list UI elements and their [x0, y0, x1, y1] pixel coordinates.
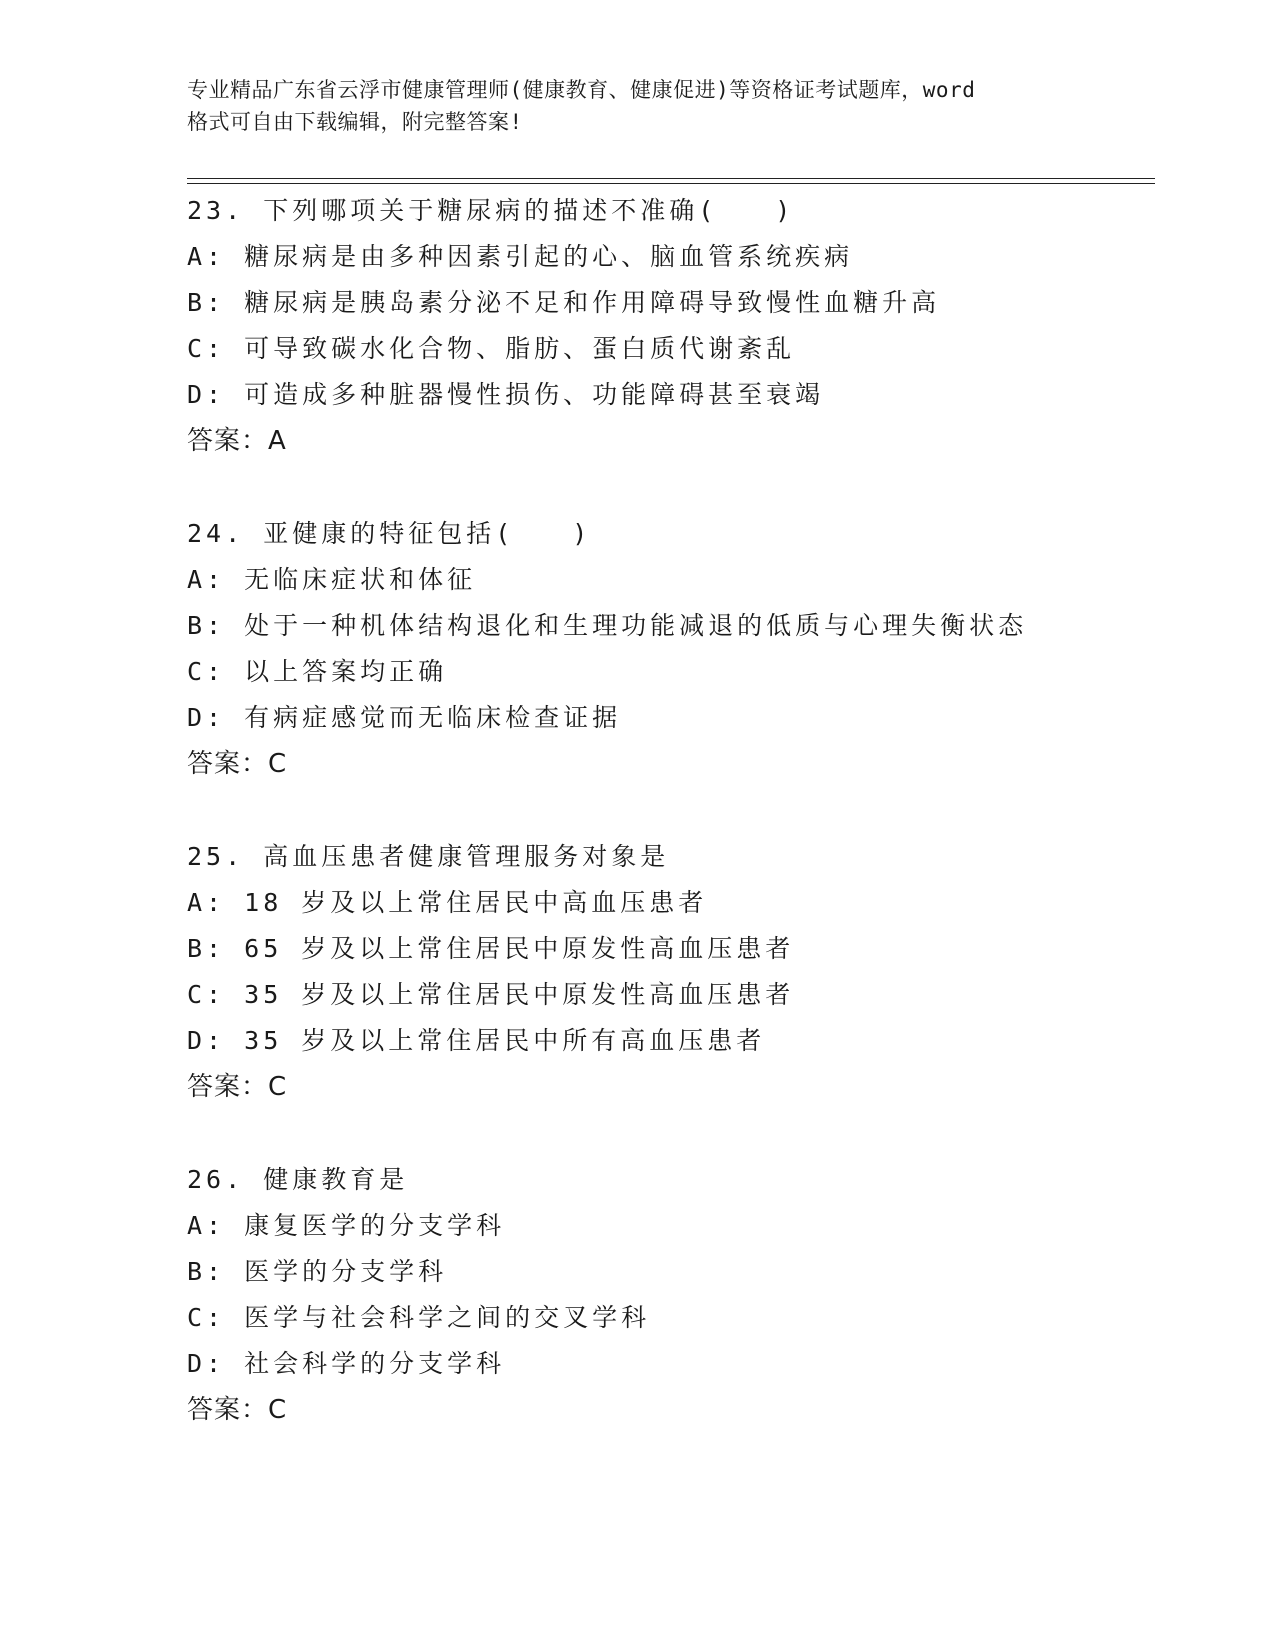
option-d: D: 社会科学的分支学科	[187, 1349, 506, 1378]
answer-line: 答案：C	[187, 1072, 288, 1102]
header-title-line-1: 专业精品广东省云浮市健康管理师(健康教育、健康促进)等资格证考试题库，word	[187, 78, 976, 102]
option-a: A: 无临床症状和体征	[187, 565, 477, 594]
question-list	[187, 188, 1127, 1480]
question-stem: 26. 健康教育是	[187, 1165, 409, 1194]
option-d: D: 35 岁及以上常住居民中所有高血压患者	[187, 1026, 766, 1055]
document-header	[187, 74, 1087, 138]
option-d: D: 有病症感觉而无临床检查证据	[187, 703, 622, 732]
question-23	[187, 188, 1127, 464]
option-c: C: 医学与社会科学之间的交叉学科	[187, 1303, 651, 1332]
option-b: B: 处于一种机体结构退化和生理功能减退的低质与心理失衡状态	[187, 611, 1028, 640]
option-a: A: 康复医学的分支学科	[187, 1211, 506, 1240]
option-c: C: 35 岁及以上常住居民中原发性高血压患者	[187, 980, 795, 1009]
option-c: C: 可导致碳水化合物、脂肪、蛋白质代谢紊乱	[187, 334, 796, 363]
question-26	[187, 1157, 1127, 1433]
option-d: D: 可造成多种脏器慢性损伤、功能障碍甚至衰竭	[187, 380, 825, 409]
option-a: A: 18 岁及以上常住居民中高血压患者	[187, 888, 708, 917]
question-stem: 25. 高血压患者健康管理服务对象是	[187, 842, 670, 871]
question-24	[187, 511, 1127, 787]
option-a: A: 糖尿病是由多种因素引起的心、脑血管系统疾病	[187, 242, 854, 271]
answer-line: 答案：C	[187, 749, 288, 779]
header-divider-top	[187, 178, 1155, 179]
question-25	[187, 834, 1127, 1110]
header-title-line-2: 格式可自由下载编辑，附完整答案!	[187, 110, 523, 134]
header-divider-bottom	[187, 183, 1155, 184]
answer-line: 答案：A	[187, 426, 287, 456]
question-stem: 23. 下列哪项关于糖尿病的描述不准确( )	[187, 196, 795, 225]
option-b: B: 糖尿病是胰岛素分泌不足和作用障碍导致慢性血糖升高	[187, 288, 941, 317]
option-b: B: 医学的分支学科	[187, 1257, 448, 1286]
option-b: B: 65 岁及以上常住居民中原发性高血压患者	[187, 934, 795, 963]
option-c: C: 以上答案均正确	[187, 657, 448, 686]
answer-line: 答案：C	[187, 1395, 288, 1425]
question-stem: 24. 亚健康的特征包括( )	[187, 519, 592, 548]
